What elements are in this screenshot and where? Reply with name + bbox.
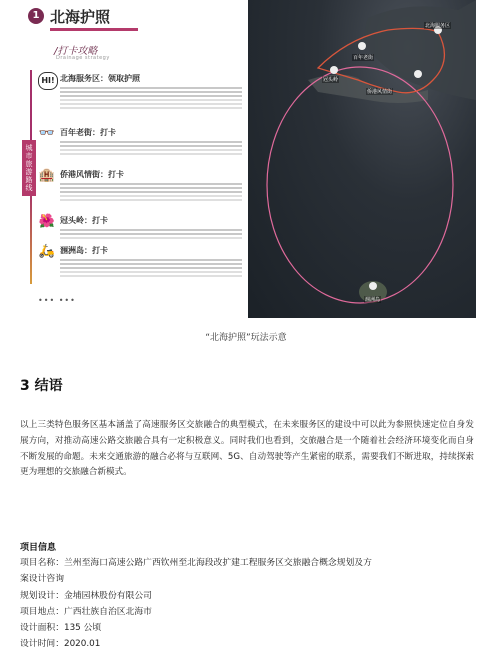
stop-description bbox=[60, 257, 242, 277]
project-info-title: 项目信息 bbox=[20, 543, 57, 553]
panel-subtitle-en: Drainage strategy bbox=[56, 55, 110, 61]
map-label-old-street: 百年老街 bbox=[353, 55, 374, 61]
conclusion-paragraph: 以上三类特色服务区基本涵盖了高速服务区交旅融合的典型模式，在未来服务区的建设中可以此为参照快速定位自身发展方向，对推动高速公路交旅融合具有一定积极意义。同时我们也看到，交旅融合是一个随着社会经济环境变化而自身不断发展的命题。未来交通旅游的融合必将与互联网、5G、自动驾驶等产生紧密的联系，需要我们不断进取，持续探索更为理想的交旅融合新模式。 bbox=[20, 420, 474, 478]
binoculars-icon: 👓 bbox=[38, 126, 56, 141]
old-street-marker bbox=[358, 42, 366, 50]
panel-subtitle: /打卡攻略 bbox=[54, 46, 98, 57]
route-map-graphic bbox=[248, 0, 476, 318]
map-label-qiaogang: 侨港风情街 bbox=[367, 89, 393, 95]
project-designer-line: 规划设计：金埔园林股份有限公司 bbox=[20, 590, 152, 601]
stop-title: 涠洲岛：打卡 bbox=[60, 246, 108, 255]
land-shape bbox=[365, 0, 476, 100]
stop-title: 冠头岭：打卡 bbox=[60, 216, 108, 225]
weizhou-marker bbox=[369, 282, 377, 290]
section-heading: 3 结语 bbox=[20, 378, 63, 394]
stop-description bbox=[60, 139, 242, 155]
brand-badge: 1 bbox=[28, 8, 44, 24]
tour-circle bbox=[267, 67, 453, 303]
map-label-service-area: 北海服务区 bbox=[425, 23, 451, 29]
guantou-marker bbox=[330, 66, 338, 74]
scooter-icon: 🛵 bbox=[38, 244, 56, 259]
strategy-panel bbox=[16, 0, 248, 318]
flower-icon: 🌺 bbox=[38, 214, 56, 229]
stop-title: 百年老街：打卡 bbox=[60, 128, 116, 137]
stop-description bbox=[60, 227, 242, 239]
project-name-line-cont: 案设计咨询 bbox=[20, 574, 64, 585]
route-map bbox=[248, 0, 476, 318]
building-icon: 🏨 bbox=[38, 168, 56, 183]
panel-dots: ••• ••• bbox=[38, 296, 76, 305]
hi-speech-icon: HI! bbox=[38, 72, 58, 90]
brand-title: 北海护照 bbox=[50, 8, 111, 26]
map-label-guantou: 冠头岭 bbox=[323, 77, 339, 83]
figure-caption: “北海护照”玩法示意 bbox=[205, 333, 287, 343]
infographic-figure bbox=[16, 0, 476, 343]
project-info-list bbox=[20, 555, 480, 653]
brand-underline bbox=[50, 28, 138, 31]
qiaogang-marker bbox=[414, 70, 422, 78]
project-location-line: 项目地点：广西壮族自治区北海市 bbox=[20, 606, 152, 617]
project-area-line: 设计面积：135 公顷 bbox=[20, 623, 102, 634]
stop-title: 侨港风情街：打卡 bbox=[60, 170, 124, 179]
map-label-weizhou: 涠洲岛 bbox=[365, 297, 381, 303]
timeline-side-label: 城市旅游路线 bbox=[22, 140, 36, 196]
stop-description bbox=[60, 181, 242, 201]
stop-title: 北海服务区：领取护照 bbox=[60, 74, 140, 83]
stop-description bbox=[60, 85, 242, 109]
project-name-line: 项目名称：兰州至海口高速公路广西钦州至北海段改扩建工程服务区交旅融合概念规划及方 bbox=[20, 558, 372, 568]
project-date-line: 设计时间：2020.01 bbox=[20, 639, 101, 650]
